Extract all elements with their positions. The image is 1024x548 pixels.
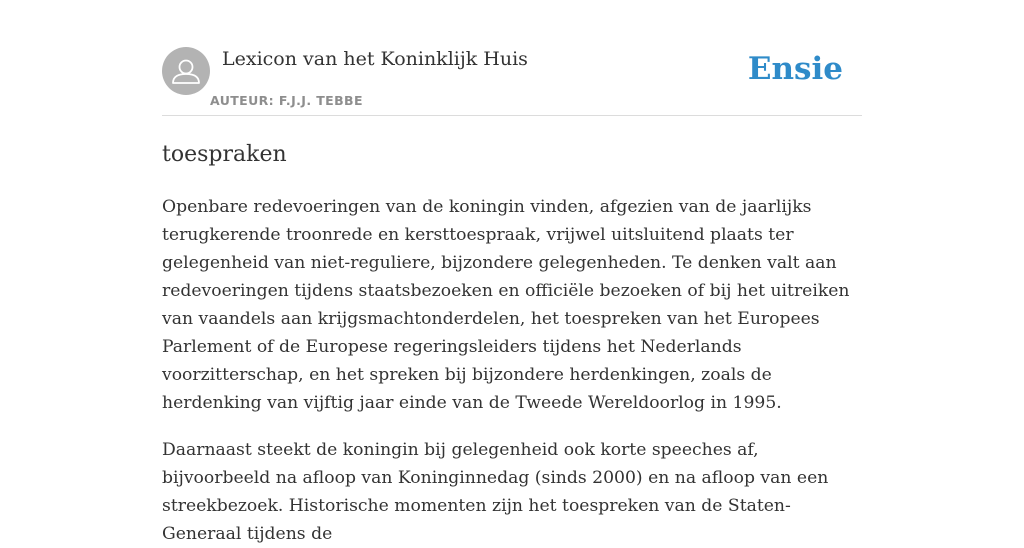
- entry-body: [162, 193, 862, 548]
- user-icon: [162, 47, 210, 95]
- author-avatar[interactable]: [162, 47, 210, 95]
- article-page: [162, 0, 862, 548]
- book-title[interactable]: Lexicon van het Koninklijk Huis: [222, 48, 528, 70]
- author-name[interactable]: AUTEUR: F.J.J. TEBBE: [210, 93, 363, 108]
- article-header: [162, 47, 862, 116]
- entry-title: toespraken: [162, 142, 287, 167]
- ensie-logo[interactable]: Ensie: [747, 51, 843, 87]
- entry-paragraph: Openbare redevoeringen van de koningin vinden, afgezien van de jaarlijks terugkerende troonrede en kersttoespraak, vrijwel uitsluitend plaats ter gelegenheid van niet-reguliere, bijzondere gelegenheden. Te denken valt aan redevoeringen tijdens staatsbezoeken en officiële bezoeken of bij het uitreiken van vaandels aan krijgsmachtonderdelen, het toespreken van het Europees Parlement of de Europese regeringsleiders tijdens het Nederlands voorzitterschap, en het spreken bij bijzondere herdenkingen, zoals de herdenking van vijftig jaar einde van de Tweede Wereldoorlog in 1995.: [162, 197, 850, 413]
- entry-paragraph: Daarnaast steekt de koningin bij gelegenheid ook korte speeches af, bijvoorbeeld na afloop van Koninginnedag (sinds 2000) en na afloop van een streekbezoek. Historische momenten zijn het toespreken van de Staten-Generaal tijdens de: [162, 440, 829, 544]
